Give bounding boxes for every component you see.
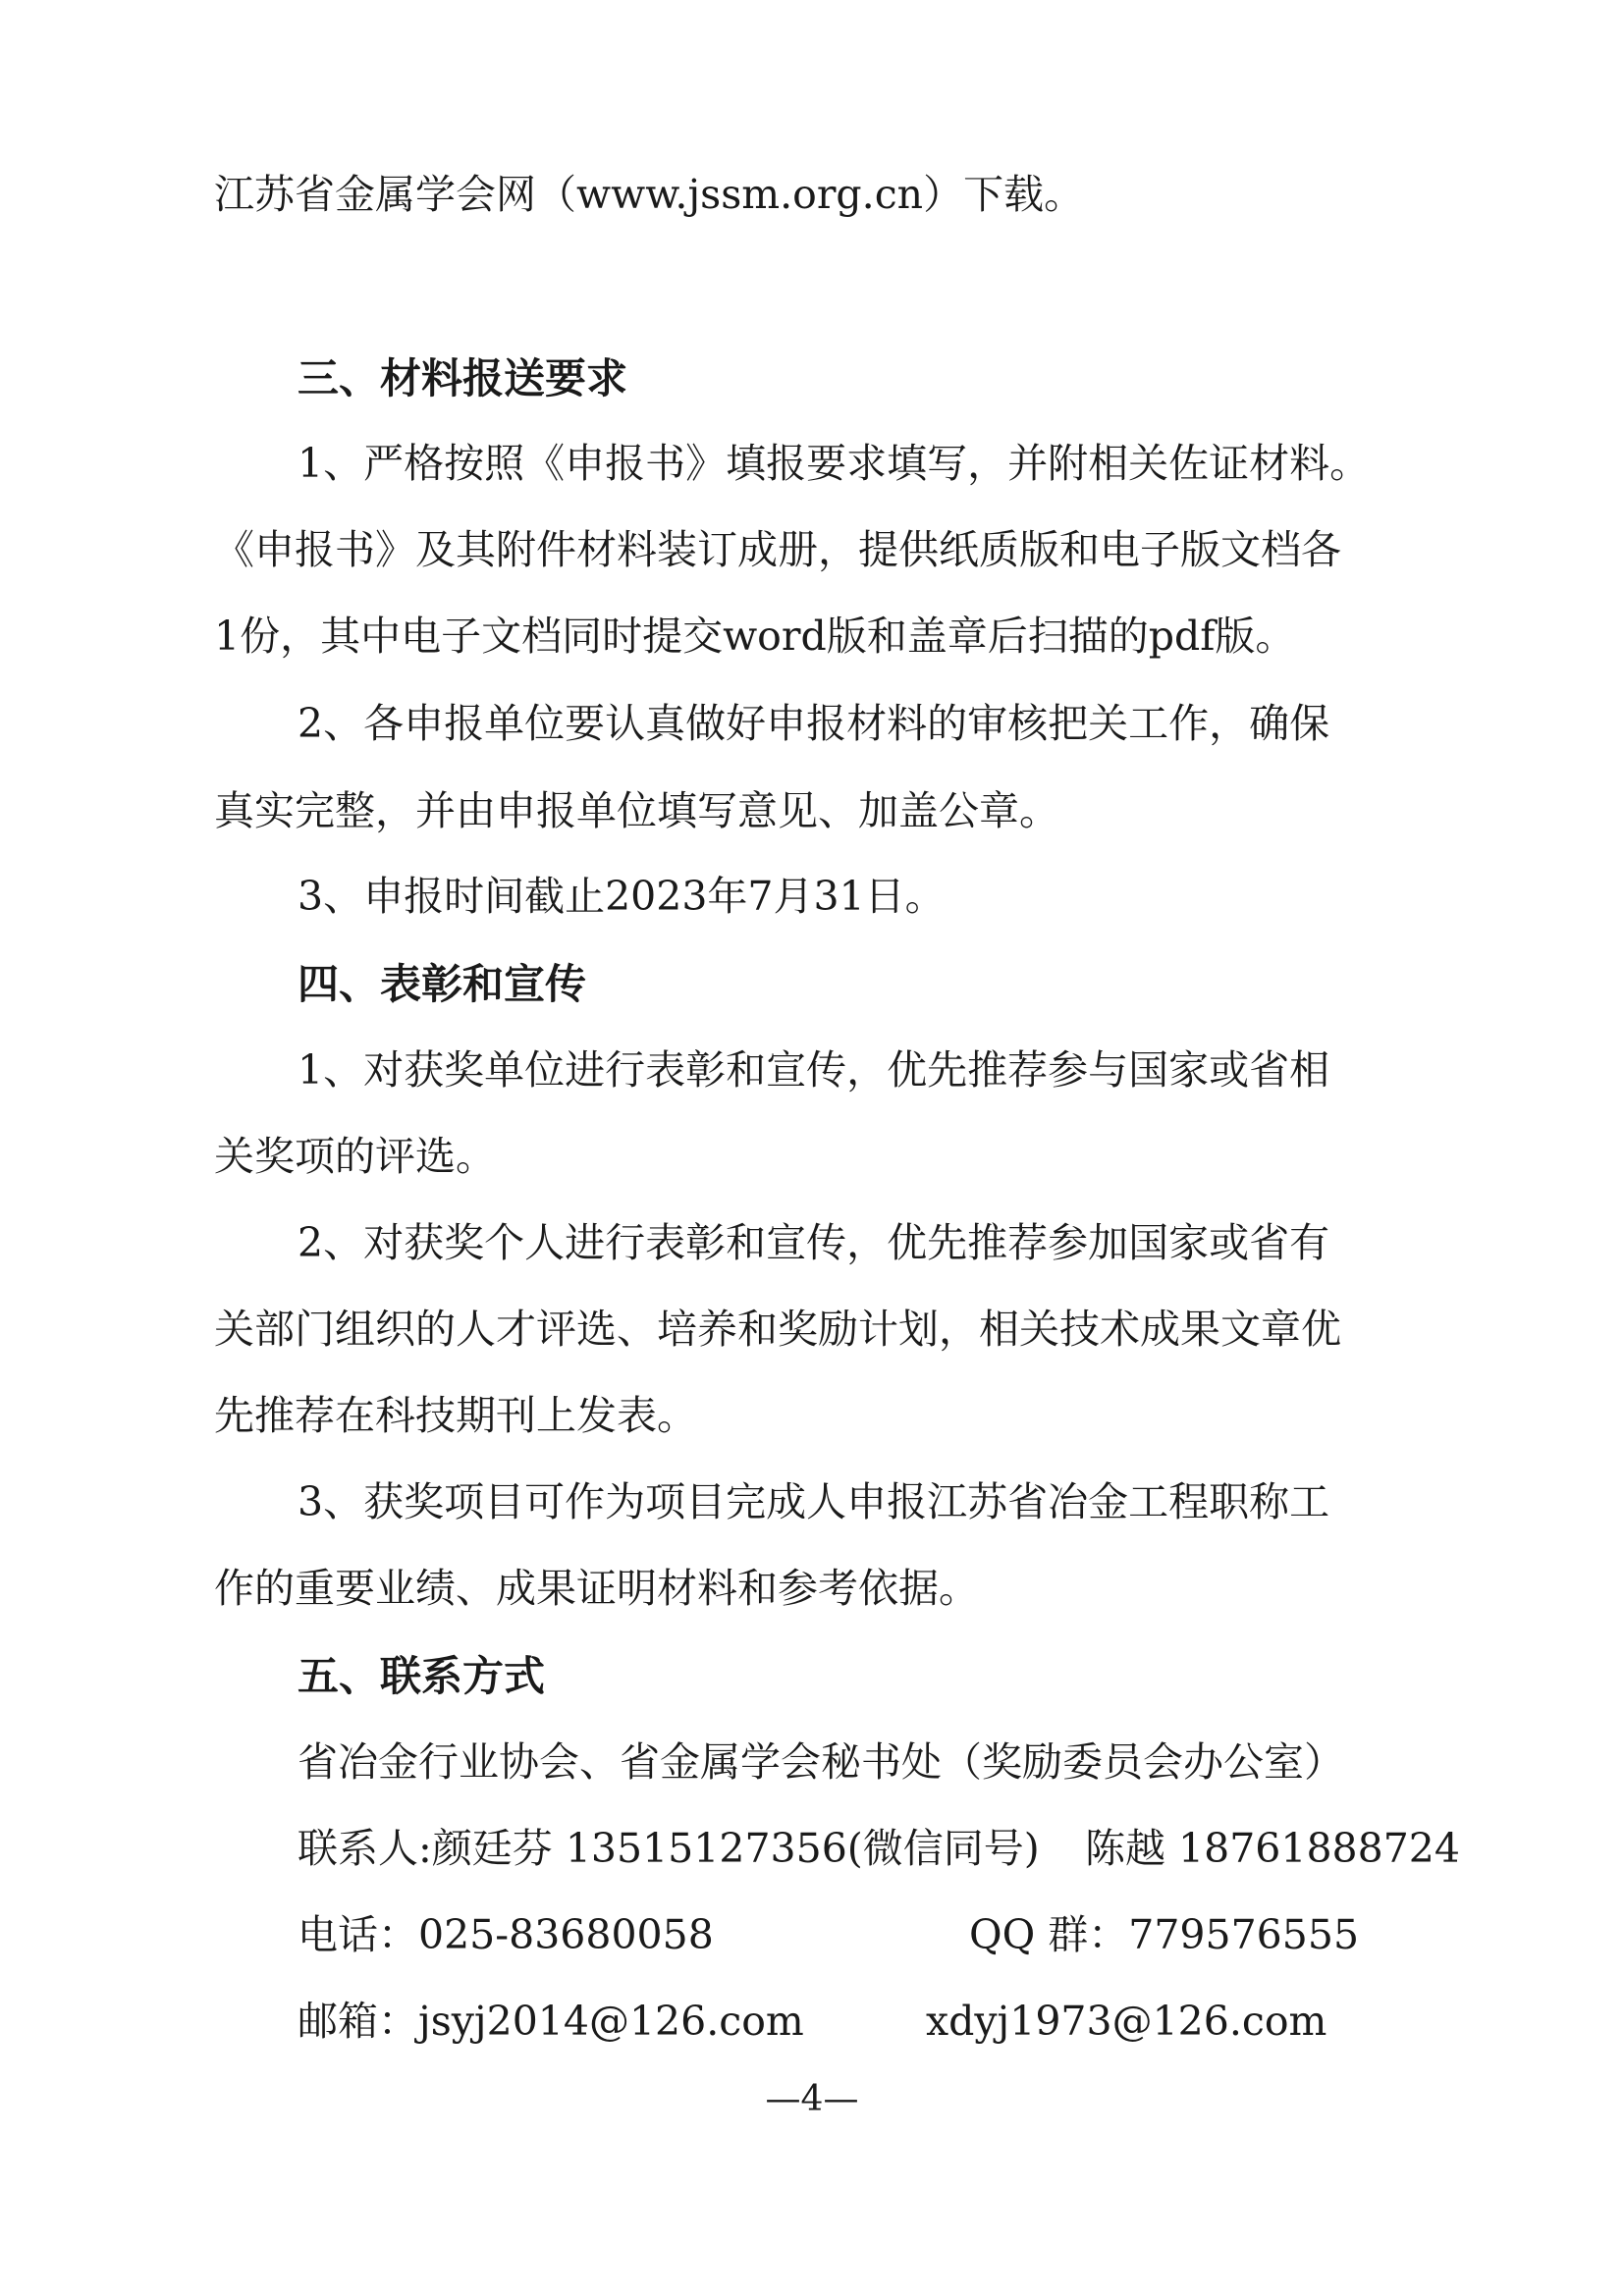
paragraph-line: 真实完整，并由申报单位填写意见、加盖公章。 (214, 787, 1059, 834)
paragraph-line: 先推荐在科技期刊上发表。 (214, 1392, 697, 1439)
paragraph-line: 2、各申报单位要认真做好申报材料的审核把关工作，确保 (298, 700, 1330, 747)
paragraph-line: 关部门组织的人才评选、培养和奖励计划，相关技术成果文章优 (214, 1306, 1341, 1353)
section-heading-5: 五、联系方式 (298, 1652, 546, 1700)
paragraph-line: 2、对获奖个人进行表彰和宣传，优先推荐参加国家或省有 (298, 1219, 1330, 1266)
contact-office: 省冶金行业协会、省金属学会秘书处（奖励委员会办公室） (298, 1738, 1344, 1786)
paragraph-line: 1、对获奖单位进行表彰和宣传，优先推荐参与国家或省相 (298, 1046, 1330, 1094)
paragraph-line: 1份，其中电子文档同时提交word版和盖章后扫描的pdf版。 (214, 613, 1296, 660)
paragraph-line: 作的重要业绩、成果证明材料和参考依据。 (214, 1565, 979, 1612)
contact-phone: 电话：025-83680058 (298, 1911, 714, 1958)
paragraph-line: 3、获奖项目可作为项目完成人申报江苏省冶金工程职称工 (298, 1478, 1330, 1525)
contact-qq-group: QQ 群：779576555 (969, 1911, 1360, 1958)
contact-email-1: 邮箱：jsyj2014@126.com (298, 1998, 804, 2045)
section-heading-3: 三、材料报送要求 (298, 354, 628, 402)
paragraph-line: 《申报书》及其附件材料装订成册，提供纸质版和电子版文档各 (214, 526, 1341, 573)
page-number: —4— (765, 2079, 859, 2119)
contact-email-2: xdyj1973@126.com (926, 1998, 1327, 2045)
paragraph-line: 3、申报时间截止2023年7月31日。 (298, 873, 946, 920)
contact-person-2: 陈越 18761888724 (1085, 1825, 1460, 1872)
section-heading-4: 四、表彰和宣传 (298, 960, 587, 1008)
paragraph-line: 1、严格按照《申报书》填报要求填写，并附相关佐证材料。 (298, 440, 1371, 487)
paragraph-line: 关奖项的评选。 (214, 1133, 496, 1180)
paragraph-line: 江苏省金属学会网（www.jssm.org.cn）下载。 (214, 171, 1085, 218)
contact-person-1: 联系人:颜廷芬 13515127356(微信同号) (298, 1825, 1040, 1872)
